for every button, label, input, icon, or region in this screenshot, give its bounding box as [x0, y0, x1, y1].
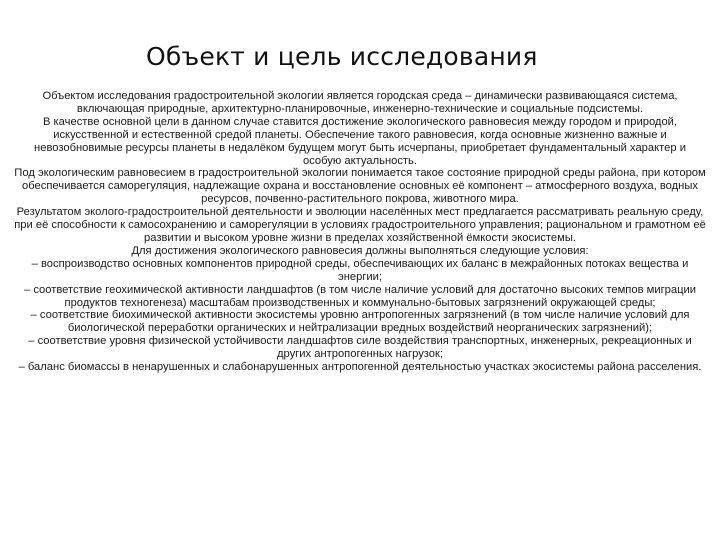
paragraph-result: Результатом эколого-градостроительной деятельности и эволюции населённых мест предлагается рассматривать реальную среду, при её способности к самосохранению и саморегуляции в условиях градостроительного управления; рациональном и грамотном её развитии и высоком уровне жизни в пределах хозяйственной ёмкости экосистемы. [14, 206, 706, 244]
paragraph-conditions-intro: Для достижения экологического равновесия должны выполняться следующие условия: [131, 244, 589, 257]
slide-title: Объект и цель исследования [146, 42, 538, 71]
paragraph-equilibrium: Под экологическим равновесием в градостроительной экологии понимается такое состояние природной среды района, при котором обеспечивается саморегуляция, надлежащие охрана и восстановление основных её компонент – атмосферного воздуха, водных ресурсов, почвенно-растительного покрова, животного мира. [14, 167, 706, 206]
condition-item-geochemical: – соответствие геохимической активности ландшафтов (в том числе наличие условий для достаточно высоких темпов миграции продуктов техногенеза) масштабам производственных и коммунально-бытовых загрязнений окружающей среды; [23, 283, 696, 309]
paragraph-goal: В качестве основной цели в данном случае ставится достижение экологического равновесия между городом и природой, искусственной и естественной средой планеты. Обеспечение такого равновесия, когда основные жизненно важные и невозобновимые ресурсы планеты в недалёком будущем могут быть исчерпаны, приобретает фундаментальный характер и особую актуальность. [34, 115, 686, 167]
condition-item-reproduction: – воспроизводство основных компонентов природной среды, обеспечивающих их баланс в межрайонных потоках вещества и энергии; [31, 257, 689, 283]
paragraph-object: Объектом исследования градостроительной экологии является городская среда – динамически развивающаяся система, включающая природные, архитектурно-планировочные, инженерно-технические и социальные подсистемы. [42, 90, 678, 115]
condition-item-biochemical: – соответствие биохимической активности экосистемы уровню антропогенных загрязнений (в том числе наличие условий для биологической переработки органических и нейтрализации вредных воздействий неорганических загрязнений); [30, 309, 690, 335]
condition-item-biomass: – баланс биомассы в ненарушенных и слабонарушенных антропогенной деятельностью участках экосистемы района расселения. [18, 361, 702, 374]
condition-item-physical: – соответствие уровня физической устойчивости ландшафтов силе воздействия транспортных, инженерных, рекреационных и других антропогенных нагрузок; [28, 335, 692, 361]
slide-body [14, 90, 706, 374]
